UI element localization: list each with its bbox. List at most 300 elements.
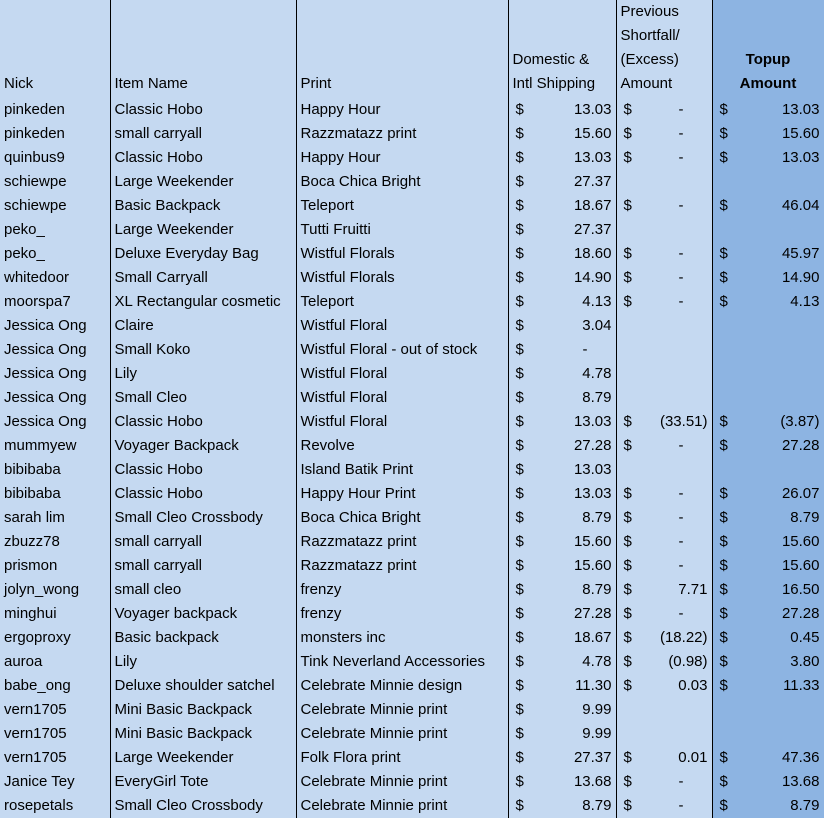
topup-cell: [712, 458, 824, 482]
item-name-cell: Small Cleo Crossbody: [110, 506, 296, 530]
previous-amount-cell-value: -: [678, 101, 684, 118]
currency-symbol: $: [515, 437, 524, 454]
previous-amount-cell-value: (18.22): [659, 629, 708, 646]
table-row: [0, 722, 824, 746]
currency-symbol: $: [623, 797, 632, 814]
shipping-cell-value: 8.79: [582, 581, 612, 598]
shipping-cell-value: 3.04: [582, 317, 612, 334]
table-row: [0, 698, 824, 722]
currency-symbol: $: [719, 509, 728, 526]
item-name-cell: Claire: [110, 314, 296, 338]
currency-symbol: $: [515, 461, 524, 478]
shipping-cell-value: 27.37: [573, 221, 612, 238]
previous-amount-cell: [616, 362, 712, 386]
currency-symbol: $: [719, 485, 728, 502]
item-name-cell: small carryall: [110, 530, 296, 554]
previous-amount-cell: [616, 578, 712, 602]
item-name-cell: Classic Hobo: [110, 410, 296, 434]
table-row: [0, 194, 824, 218]
item-name-cell: small carryall: [110, 554, 296, 578]
shipping-cell-value: 11.30: [575, 677, 612, 694]
currency-symbol: $: [515, 269, 524, 286]
shipping-cell: [508, 98, 616, 122]
shipping-cell-value: 8.79: [582, 509, 612, 526]
currency-symbol: $: [719, 557, 728, 574]
nick-cell: moorspa7: [0, 290, 110, 314]
shipping-cell: [508, 770, 616, 794]
table-row: [0, 530, 824, 554]
previous-amount-cell-value: -: [678, 149, 684, 166]
topup-cell-value: 47.36: [781, 749, 820, 766]
previous-amount-cell: [616, 650, 712, 674]
currency-symbol: $: [719, 101, 728, 118]
currency-symbol: $: [623, 509, 632, 526]
currency-symbol: $: [623, 773, 632, 790]
item-name-cell: Deluxe shoulder satchel: [110, 674, 296, 698]
currency-symbol: $: [719, 677, 728, 694]
currency-symbol: $: [719, 605, 728, 622]
currency-symbol: $: [623, 677, 632, 694]
topup-cell: [712, 506, 824, 530]
previous-amount-cell: [616, 218, 712, 242]
item-name-cell: Classic Hobo: [110, 458, 296, 482]
shipping-cell: [508, 170, 616, 194]
shipping-cell-value: 18.67: [573, 629, 612, 646]
currency-symbol: $: [515, 221, 524, 238]
table-row: [0, 506, 824, 530]
nick-cell: Jessica Ong: [0, 410, 110, 434]
nick-cell: ergoproxy: [0, 626, 110, 650]
print-cell: Folk Flora print: [296, 746, 508, 770]
topup-cell-value: 15.60: [781, 125, 820, 142]
topup-cell: [712, 194, 824, 218]
currency-symbol: $: [515, 725, 524, 742]
shipping-cell-value: 15.60: [573, 125, 612, 142]
previous-amount-cell-value: -: [678, 269, 684, 286]
currency-symbol: $: [623, 413, 632, 430]
nick-cell: vern1705: [0, 746, 110, 770]
nick-cell: vern1705: [0, 722, 110, 746]
topup-cell: [712, 794, 824, 818]
topup-cell-value: 45.97: [781, 245, 820, 262]
header-shipping: Domestic & Intl Shipping: [508, 0, 616, 98]
nick-cell: Janice Tey: [0, 770, 110, 794]
currency-symbol: $: [719, 797, 728, 814]
shipping-cell: [508, 218, 616, 242]
print-cell: Revolve: [296, 434, 508, 458]
nick-cell: peko_: [0, 242, 110, 266]
table-row: [0, 482, 824, 506]
currency-symbol: $: [515, 149, 524, 166]
previous-amount-cell: [616, 506, 712, 530]
shipping-cell-value: 4.78: [582, 653, 612, 670]
shipping-cell: [508, 386, 616, 410]
print-cell: Boca Chica Bright: [296, 170, 508, 194]
currency-symbol: $: [515, 605, 524, 622]
currency-symbol: $: [515, 173, 524, 190]
print-cell: Celebrate Minnie design: [296, 674, 508, 698]
shipping-cell-value: 13.03: [573, 485, 612, 502]
item-name-cell: Small Cleo: [110, 386, 296, 410]
currency-symbol: $: [719, 269, 728, 286]
nick-cell: mummyew: [0, 434, 110, 458]
currency-symbol: $: [515, 413, 524, 430]
nick-cell: minghui: [0, 602, 110, 626]
print-cell: Celebrate Minnie print: [296, 770, 508, 794]
currency-symbol: $: [623, 749, 632, 766]
shipping-cell: [508, 554, 616, 578]
shipping-cell: [508, 434, 616, 458]
header-nick: Nick: [0, 0, 110, 98]
shipping-cell: [508, 458, 616, 482]
topup-cell-value: 46.04: [781, 197, 820, 214]
previous-amount-cell-value: -: [678, 533, 684, 550]
topup-cell: [712, 314, 824, 338]
currency-symbol: $: [719, 773, 728, 790]
currency-symbol: $: [623, 149, 632, 166]
nick-cell: Jessica Ong: [0, 362, 110, 386]
topup-cell: [712, 650, 824, 674]
print-cell: Razzmatazz print: [296, 554, 508, 578]
topup-cell: [712, 170, 824, 194]
item-name-cell: Classic Hobo: [110, 98, 296, 122]
shipping-cell-value: 9.99: [582, 701, 612, 718]
currency-symbol: $: [623, 269, 632, 286]
item-name-cell: Large Weekender: [110, 218, 296, 242]
print-cell: Teleport: [296, 290, 508, 314]
table-row: [0, 458, 824, 482]
print-cell: Wistful Floral: [296, 410, 508, 434]
item-name-cell: small cleo: [110, 578, 296, 602]
nick-cell: babe_ong: [0, 674, 110, 698]
topup-cell: [712, 554, 824, 578]
topup-cell-value: 14.90: [781, 269, 820, 286]
currency-symbol: $: [623, 653, 632, 670]
currency-symbol: $: [623, 125, 632, 142]
table-row: [0, 98, 824, 122]
table-row: [0, 338, 824, 362]
topup-cell-value: 0.45: [790, 629, 820, 646]
item-name-cell: Large Weekender: [110, 170, 296, 194]
shipping-cell-value: -: [582, 341, 588, 358]
topup-cell-value: 15.60: [781, 533, 820, 550]
nick-cell: pinkeden: [0, 122, 110, 146]
table-row: [0, 362, 824, 386]
topup-cell: [712, 722, 824, 746]
nick-cell: zbuzz78: [0, 530, 110, 554]
header-row: [0, 0, 824, 98]
header-previous-shortfall: Previous Shortfall/ (Excess) Amount: [616, 0, 712, 98]
nick-cell: prismon: [0, 554, 110, 578]
print-cell: Celebrate Minnie print: [296, 698, 508, 722]
shipping-cell: [508, 146, 616, 170]
table-row: [0, 386, 824, 410]
shipping-cell-value: 13.03: [573, 101, 612, 118]
currency-symbol: $: [623, 629, 632, 646]
topup-cell-value: 3.80: [790, 653, 820, 670]
shipping-cell: [508, 482, 616, 506]
topup-cell-value: 4.13: [790, 293, 820, 310]
table-row: [0, 314, 824, 338]
print-cell: Wistful Floral: [296, 362, 508, 386]
topup-cell: [712, 266, 824, 290]
previous-amount-cell-value: 7.71: [678, 581, 708, 598]
print-cell: Wistful Floral - out of stock: [296, 338, 508, 362]
print-cell: Wistful Floral: [296, 386, 508, 410]
topup-cell-value: 11.33: [783, 677, 820, 694]
shipping-cell: [508, 122, 616, 146]
print-cell: Celebrate Minnie print: [296, 794, 508, 818]
topup-cell: [712, 146, 824, 170]
previous-amount-cell: [616, 794, 712, 818]
topup-cell: [712, 242, 824, 266]
table-row: [0, 242, 824, 266]
previous-amount-cell: [616, 314, 712, 338]
topup-cell-value: 15.60: [781, 557, 820, 574]
shipping-cell-value: 18.60: [573, 245, 612, 262]
table-row: [0, 746, 824, 770]
currency-symbol: $: [515, 653, 524, 670]
topup-cell: [712, 386, 824, 410]
table-row: [0, 602, 824, 626]
currency-symbol: $: [623, 101, 632, 118]
nick-cell: quinbus9: [0, 146, 110, 170]
print-cell: Happy Hour: [296, 98, 508, 122]
topup-cell: [712, 338, 824, 362]
previous-amount-cell: [616, 698, 712, 722]
topup-cell: [712, 410, 824, 434]
currency-symbol: $: [623, 533, 632, 550]
topup-cell-value: 26.07: [781, 485, 820, 502]
print-cell: frenzy: [296, 602, 508, 626]
item-name-cell: Small Cleo Crossbody: [110, 794, 296, 818]
shipping-cell-value: 15.60: [573, 533, 612, 550]
currency-symbol: $: [719, 149, 728, 166]
currency-symbol: $: [515, 773, 524, 790]
item-name-cell: Small Carryall: [110, 266, 296, 290]
currency-symbol: $: [515, 797, 524, 814]
item-name-cell: Deluxe Everyday Bag: [110, 242, 296, 266]
shipping-cell: [508, 338, 616, 362]
previous-amount-cell-value: (0.98): [668, 653, 708, 670]
currency-symbol: $: [515, 293, 524, 310]
previous-amount-cell: [616, 170, 712, 194]
shipping-cell-value: 8.79: [582, 797, 612, 814]
table-row: [0, 674, 824, 698]
item-name-cell: Mini Basic Backpack: [110, 722, 296, 746]
item-name-cell: XL Rectangular cosmetic: [110, 290, 296, 314]
currency-symbol: $: [719, 125, 728, 142]
item-name-cell: Large Weekender: [110, 746, 296, 770]
previous-amount-cell: [616, 626, 712, 650]
previous-amount-cell-value: -: [678, 557, 684, 574]
previous-amount-cell: [616, 338, 712, 362]
nick-cell: vern1705: [0, 698, 110, 722]
topup-cell-value: 16.50: [781, 581, 820, 598]
item-name-cell: Voyager Backpack: [110, 434, 296, 458]
topup-cell: [712, 218, 824, 242]
previous-amount-cell-value: -: [678, 797, 684, 814]
nick-cell: bibibaba: [0, 458, 110, 482]
shipping-cell: [508, 698, 616, 722]
shipping-cell: [508, 746, 616, 770]
header-print: Print: [296, 0, 508, 98]
currency-symbol: $: [515, 101, 524, 118]
nick-cell: Jessica Ong: [0, 338, 110, 362]
previous-amount-cell-value: -: [678, 773, 684, 790]
nick-cell: peko_: [0, 218, 110, 242]
currency-symbol: $: [719, 653, 728, 670]
nick-cell: pinkeden: [0, 98, 110, 122]
print-cell: Teleport: [296, 194, 508, 218]
shipping-cell: [508, 602, 616, 626]
currency-symbol: $: [719, 437, 728, 454]
shipping-cell: [508, 578, 616, 602]
topup-cell-value: 8.79: [790, 509, 820, 526]
topup-cell: [712, 674, 824, 698]
currency-symbol: $: [719, 629, 728, 646]
previous-amount-cell-value: -: [678, 437, 684, 454]
print-cell: Wistful Floral: [296, 314, 508, 338]
print-cell: Happy Hour: [296, 146, 508, 170]
currency-symbol: $: [515, 509, 524, 526]
nick-cell: Jessica Ong: [0, 314, 110, 338]
table-row: [0, 794, 824, 818]
currency-symbol: $: [623, 605, 632, 622]
currency-symbol: $: [515, 557, 524, 574]
previous-amount-cell: [616, 266, 712, 290]
shipping-cell: [508, 794, 616, 818]
shipping-cell-value: 18.67: [573, 197, 612, 214]
print-cell: Wistful Florals: [296, 242, 508, 266]
shipping-cell-value: 13.03: [573, 149, 612, 166]
currency-symbol: $: [623, 437, 632, 454]
currency-symbol: $: [515, 389, 524, 406]
print-cell: Razzmatazz print: [296, 122, 508, 146]
previous-amount-cell-value: -: [678, 509, 684, 526]
shipping-cell: [508, 266, 616, 290]
topup-cell: [712, 434, 824, 458]
previous-amount-cell: [616, 530, 712, 554]
topup-cell: [712, 770, 824, 794]
previous-amount-cell-value: 0.01: [678, 749, 708, 766]
print-cell: Wistful Florals: [296, 266, 508, 290]
currency-symbol: $: [515, 245, 524, 262]
previous-amount-cell: [616, 434, 712, 458]
table-row: [0, 290, 824, 314]
shipping-cell: [508, 650, 616, 674]
topup-cell: [712, 122, 824, 146]
item-name-cell: Lily: [110, 362, 296, 386]
previous-amount-cell: [616, 122, 712, 146]
topup-cell: [712, 626, 824, 650]
shipping-cell-value: 4.78: [582, 365, 612, 382]
topup-cell-value: 8.79: [790, 797, 820, 814]
table-row: [0, 146, 824, 170]
topup-cell-value: 27.28: [781, 437, 820, 454]
currency-symbol: $: [623, 197, 632, 214]
shipping-cell: [508, 410, 616, 434]
shipping-cell: [508, 506, 616, 530]
shipping-cell-value: 9.99: [582, 725, 612, 742]
shipping-cell: [508, 242, 616, 266]
currency-symbol: $: [623, 485, 632, 502]
currency-symbol: $: [515, 125, 524, 142]
shipping-cell: [508, 194, 616, 218]
nick-cell: jolyn_wong: [0, 578, 110, 602]
item-name-cell: Classic Hobo: [110, 482, 296, 506]
nick-cell: bibibaba: [0, 482, 110, 506]
shipping-cell-value: 13.03: [573, 461, 612, 478]
item-name-cell: Basic Backpack: [110, 194, 296, 218]
print-cell: Boca Chica Bright: [296, 506, 508, 530]
previous-amount-cell: [616, 98, 712, 122]
previous-amount-cell: [616, 146, 712, 170]
currency-symbol: $: [719, 245, 728, 262]
previous-amount-cell: [616, 674, 712, 698]
previous-amount-cell-value: (33.51): [659, 413, 708, 430]
shipping-cell-value: 15.60: [573, 557, 612, 574]
table-row: [0, 170, 824, 194]
shipping-cell: [508, 362, 616, 386]
previous-amount-cell: [616, 554, 712, 578]
nick-cell: rosepetals: [0, 794, 110, 818]
print-cell: monsters inc: [296, 626, 508, 650]
table-row: [0, 554, 824, 578]
shipping-cell-value: 13.03: [573, 413, 612, 430]
item-name-cell: Mini Basic Backpack: [110, 698, 296, 722]
topup-cell-value: 13.03: [781, 149, 820, 166]
currency-symbol: $: [515, 677, 524, 694]
previous-amount-cell: [616, 410, 712, 434]
previous-amount-cell: [616, 770, 712, 794]
previous-amount-cell: [616, 602, 712, 626]
topup-cell: [712, 482, 824, 506]
shipping-cell-value: 4.13: [582, 293, 612, 310]
print-cell: Tutti Fruitti: [296, 218, 508, 242]
item-name-cell: Voyager backpack: [110, 602, 296, 626]
currency-symbol: $: [515, 701, 524, 718]
topup-cell-value: (3.87): [780, 413, 820, 430]
shipping-cell-value: 27.37: [573, 749, 612, 766]
previous-amount-cell: [616, 746, 712, 770]
print-cell: Island Batik Print: [296, 458, 508, 482]
nick-cell: schiewpe: [0, 194, 110, 218]
currency-symbol: $: [623, 557, 632, 574]
topup-cell: [712, 362, 824, 386]
nick-cell: whitedoor: [0, 266, 110, 290]
topup-cell: [712, 578, 824, 602]
table-row: [0, 218, 824, 242]
shipping-cell-value: 8.79: [582, 389, 612, 406]
print-cell: Celebrate Minnie print: [296, 722, 508, 746]
table-row: [0, 770, 824, 794]
currency-symbol: $: [623, 245, 632, 262]
currency-symbol: $: [623, 581, 632, 598]
topup-cell: [712, 698, 824, 722]
item-name-cell: small carryall: [110, 122, 296, 146]
table-row: [0, 410, 824, 434]
currency-symbol: $: [515, 485, 524, 502]
print-cell: frenzy: [296, 578, 508, 602]
previous-amount-cell: [616, 482, 712, 506]
previous-amount-cell: [616, 386, 712, 410]
shipping-cell: [508, 530, 616, 554]
currency-symbol: $: [515, 197, 524, 214]
previous-amount-cell-value: -: [678, 125, 684, 142]
currency-symbol: $: [719, 533, 728, 550]
nick-cell: schiewpe: [0, 170, 110, 194]
